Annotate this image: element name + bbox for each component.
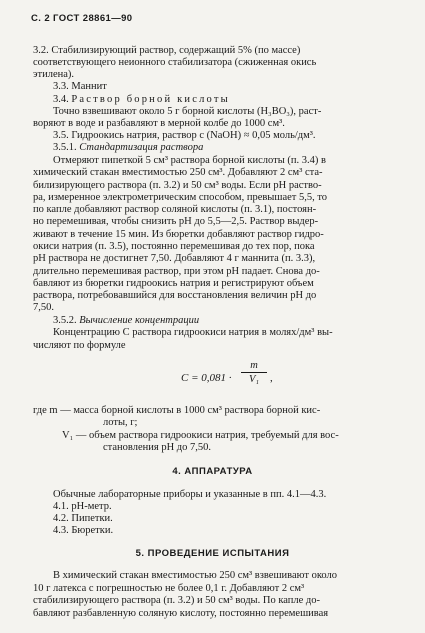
text-line: раствора, потребовавшийся для восстановления величин pH до (33, 290, 317, 301)
subsection-title-text: Раствор борной кислоты (71, 94, 230, 105)
subsection-number: 3.5.2. (53, 315, 80, 326)
subsection-title (0, 315, 425, 327)
text-line: V₁ — объем раствора гидроокиси натрия, требуемый для вос- (62, 430, 339, 441)
subsection-title (0, 142, 425, 154)
text-line: соответствующего неионного стабилизатора (сжиженная окись (33, 57, 317, 68)
text-line: 10 г латекса с погрешностью не более 0,1 г. Добавляют 2 см³ (33, 583, 305, 594)
subsection-title-text: Стандартизация раствора (79, 142, 204, 153)
formula-denominator: V₁ (248, 374, 260, 385)
formula-numerator: m (250, 360, 258, 371)
text-line: окиси натрия (п. 3.5), постоянно перемешивая до тех пор, пока (33, 241, 315, 252)
text-line: лоты, г; (103, 417, 138, 428)
text-line: этилена). (33, 69, 75, 80)
text-line: 7,50. (33, 302, 54, 313)
page-header: С. 2 ГОСТ 28861—90 (31, 13, 133, 24)
text-line: Отмеряют пипеткой 5 см³ раствора борной кислоты (п. 3.4) в (53, 155, 326, 166)
text-line: pH раствора не достигнет 7,50. Добавляют 4 г маннита (п. 3.3), (33, 253, 316, 264)
text-line: Обычные лабораторные приборы и указанные в пп. 4.1—4.3. (53, 489, 327, 500)
subsection-number: 3.4. (53, 94, 72, 105)
text-line: билизирующего раствора (п. 3.2) и 50 см³ воды. Если pH раство- (33, 180, 322, 191)
text-line: но перемешивая, чтобы снизить pH до 5,5—2,5. Раствор выдер- (33, 216, 319, 227)
text-line: стабилизирующего раствора (п. 3.2) и 50 см³ воды. По капле до- (33, 595, 321, 606)
text-line: Точно взвешивают около 5 г борной кислоты (H₃BO₃), раст- (53, 106, 322, 117)
text-line: где m — масса борной кислоты в 1000 см³ раствора борной кис- (33, 405, 321, 416)
formula-fraction (241, 360, 267, 385)
text-line: 4.3. Бюретки. (53, 525, 114, 536)
subsection-title (0, 94, 425, 106)
subsection-number: 3.5.1. (53, 142, 80, 153)
text-line: живают в течение 15 мин. Из бюретки добавляют раствор гидро- (33, 229, 324, 240)
text-line: 4.2. Пипетки. (53, 513, 113, 524)
text-line: по капле добавляют раствор соляной кислоты (п. 3.1), постоян- (33, 204, 317, 215)
text-line: числяют по формуле (33, 340, 126, 351)
subsection-title-text: Вычисление концентрации (79, 315, 200, 326)
text-line: 3.3. Маннит (53, 81, 107, 92)
formula-lhs: C = 0,081 · (181, 372, 232, 384)
text-line: Концентрацию C раствора гидроокиси натрия в молях/дм³ вы- (53, 327, 333, 338)
text-line: 4.1. pH-метр. (53, 501, 112, 512)
text-line: становления pH до 7,50. (103, 442, 211, 453)
text-line: бавляют разбавленную соляную кислоту, постоянно перемешивая (33, 608, 329, 619)
text-line: 3.2. Стабилизирующий раствор, содержащий 5% (по массе) (33, 45, 301, 56)
text-line: ра, измеренное электрометрическим способом, превышает 5,5, то (33, 192, 328, 203)
text-line: 3.5. Гидроокись натрия, раствор c (NaOH) ≈ 0,05 моль/дм³. (53, 130, 316, 141)
text-line: длительно перемешивая раствор, при этом pH падает. Снова до- (33, 266, 320, 277)
text-line: химический стакан вместимостью 250 см³. Добавляют 2 см³ ста- (33, 167, 323, 178)
formula-tail: , (270, 372, 273, 384)
text-line: В химический стакан вместимостью 250 см³ взвешивают около (53, 570, 337, 581)
text-line: воряют в воде и разбавляют в мерной колбе до 1000 см³. (33, 118, 285, 129)
text-line: бавляют из бюретки гидроокись натрия и регистрируют объем (33, 278, 314, 289)
section-heading: 5. ПРОВЕДЕНИЕ ИСПЫТАНИЯ (135, 548, 290, 559)
section-heading: 4. АППАРАТУРА (172, 466, 253, 477)
